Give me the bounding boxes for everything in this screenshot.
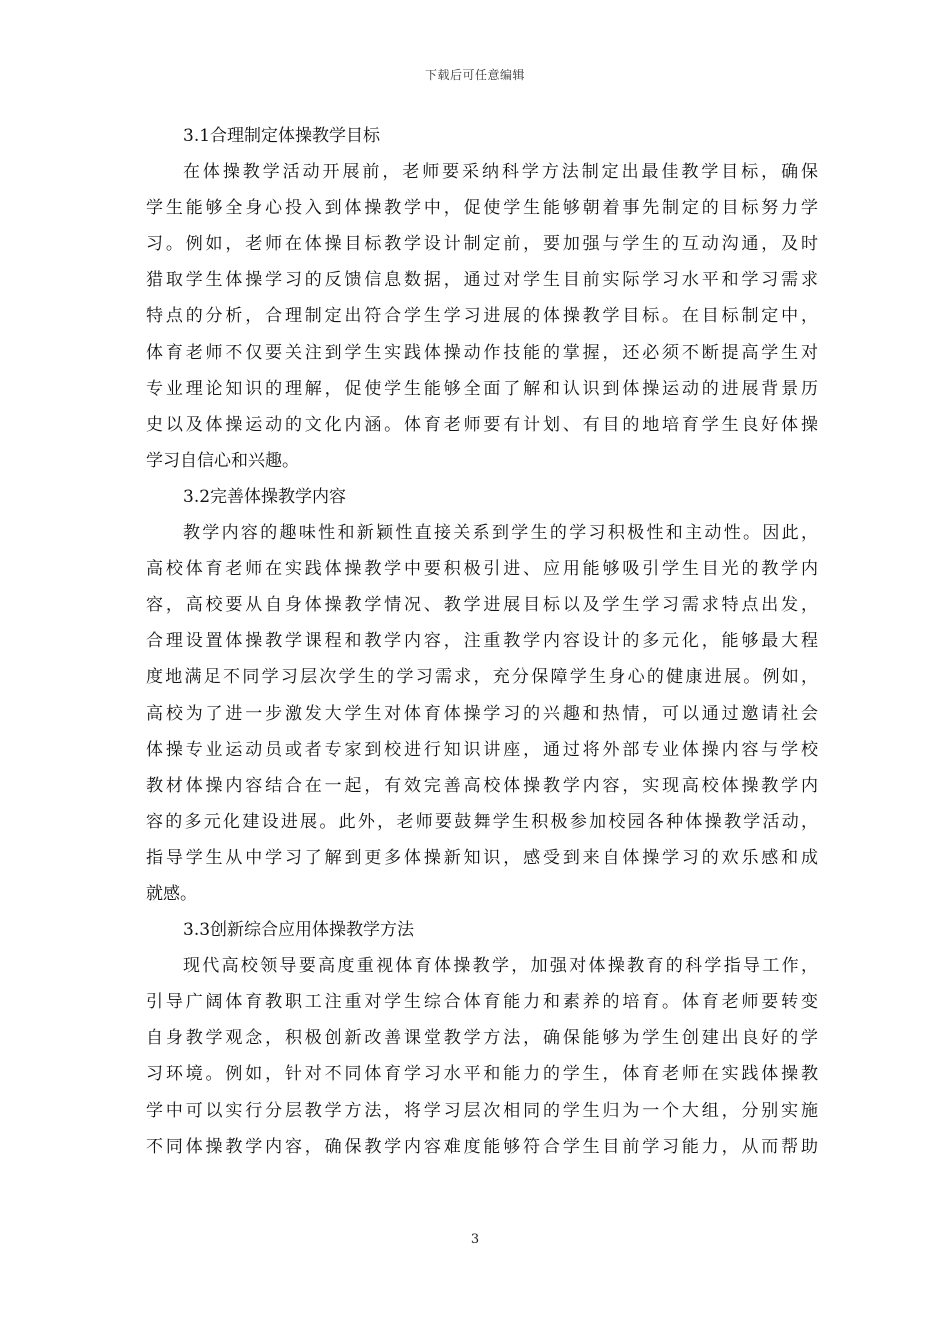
paragraph-line: 引导广阔体育教职工注重对学生综合体育能力和素养的培育。体育老师要转变: [146, 992, 818, 1013]
paragraph-line: 现代高校领导要高度重视体育体操教学，加强对体操教育的科学指导工作，: [183, 956, 818, 977]
paragraph-line: 高校为了进一步激发大学生对体育体操学习的兴趣和热情，可以通过邀请社会: [146, 703, 818, 724]
paragraph-line: 猎取学生体操学习的反馈信息数据，通过对学生目前实际学习水平和学习需求: [146, 270, 818, 291]
paragraph-line: 自身教学观念，积极创新改善课堂教学方法，确保能够为学生创建出良好的学: [146, 1028, 818, 1049]
document-body: [146, 118, 818, 1165]
paragraph-line: 不同体操教学内容，确保教学内容难度能够符合学生目前学习能力，从而帮助: [146, 1136, 818, 1157]
paragraph-line: 特点的分析，合理制定出符合学生学习进展的体操教学目标。在目标制定中，: [146, 306, 818, 327]
paragraph-line: 体育老师不仅要关注到学生实践体操动作技能的掌握，还必须不断提高学生对: [146, 342, 818, 363]
paragraph-line: 史以及体操运动的文化内涵。体育老师要有计划、有目的地培育学生良好体操: [146, 414, 818, 435]
paragraph-line: 就感。: [146, 883, 197, 904]
paragraph-line: 学习自信心和兴趣。: [146, 450, 299, 471]
paragraph-line: 专业理论知识的理解，促使学生能够全面了解和认识到体操运动的进展背景历: [146, 378, 818, 399]
paragraph-line: 合理设置体操教学课程和教学内容，注重教学内容设计的多元化，能够最大程: [146, 631, 818, 652]
paragraph-line: 学生能够全身心投入到体操教学中，促使学生能够朝着事先制定的目标努力学: [146, 198, 818, 219]
paragraph-line: 容，高校要从自身体操教学情况、教学进展目标以及学生学习需求特点出发，: [146, 595, 818, 616]
paragraph-line: 指导学生从中学习了解到更多体操新知识，感受到来自体操学习的欢乐感和成: [146, 847, 818, 868]
section-title-3-1: 3.1合理制定体操教学目标: [183, 126, 381, 146]
paragraph-line: 高校体育老师在实践体操教学中要积极引进、应用能够吸引学生目光的教学内: [146, 559, 818, 580]
paragraph-line: 习。例如，老师在体操目标教学设计制定前，要加强与学生的互动沟通，及时: [146, 234, 818, 255]
section-title-3-3: 3.3创新综合应用体操教学方法: [183, 920, 415, 941]
paragraph-line: 度地满足不同学习层次学生的学习需求，充分保障学生身心的健康进展。例如，: [146, 667, 818, 688]
paragraph-line: 容的多元化建设进展。此外，老师要鼓舞学生积极参加校园各种体操教学活动，: [146, 811, 818, 832]
section-title-3-2: 3.2完善体操教学内容: [183, 486, 347, 507]
paragraph-line: 在体操教学活动开展前，老师要采纳科学方法制定出最佳教学目标，确保: [183, 162, 818, 183]
paragraph-line: 体操专业运动员或者专家到校进行知识讲座，通过将外部专业体操内容与学校: [146, 739, 818, 760]
paragraph-line: 教材体操内容结合在一起，有效完善高校体操教学内容，实现高校体操教学内: [146, 775, 818, 796]
paragraph-line: 教学内容的趣味性和新颖性直接关系到学生的学习积极性和主动性。因此，: [183, 523, 818, 544]
page-header: 下载后可任意编辑: [424, 68, 525, 82]
paragraph-line: 习环境。例如，针对不同体育学习水平和能力的学生，体育老师在实践体操教: [146, 1064, 818, 1085]
paragraph-line: 学中可以实行分层教学方法，将学习层次相同的学生归为一个大组，分别实施: [146, 1100, 818, 1121]
page-number: 3: [470, 1232, 480, 1247]
